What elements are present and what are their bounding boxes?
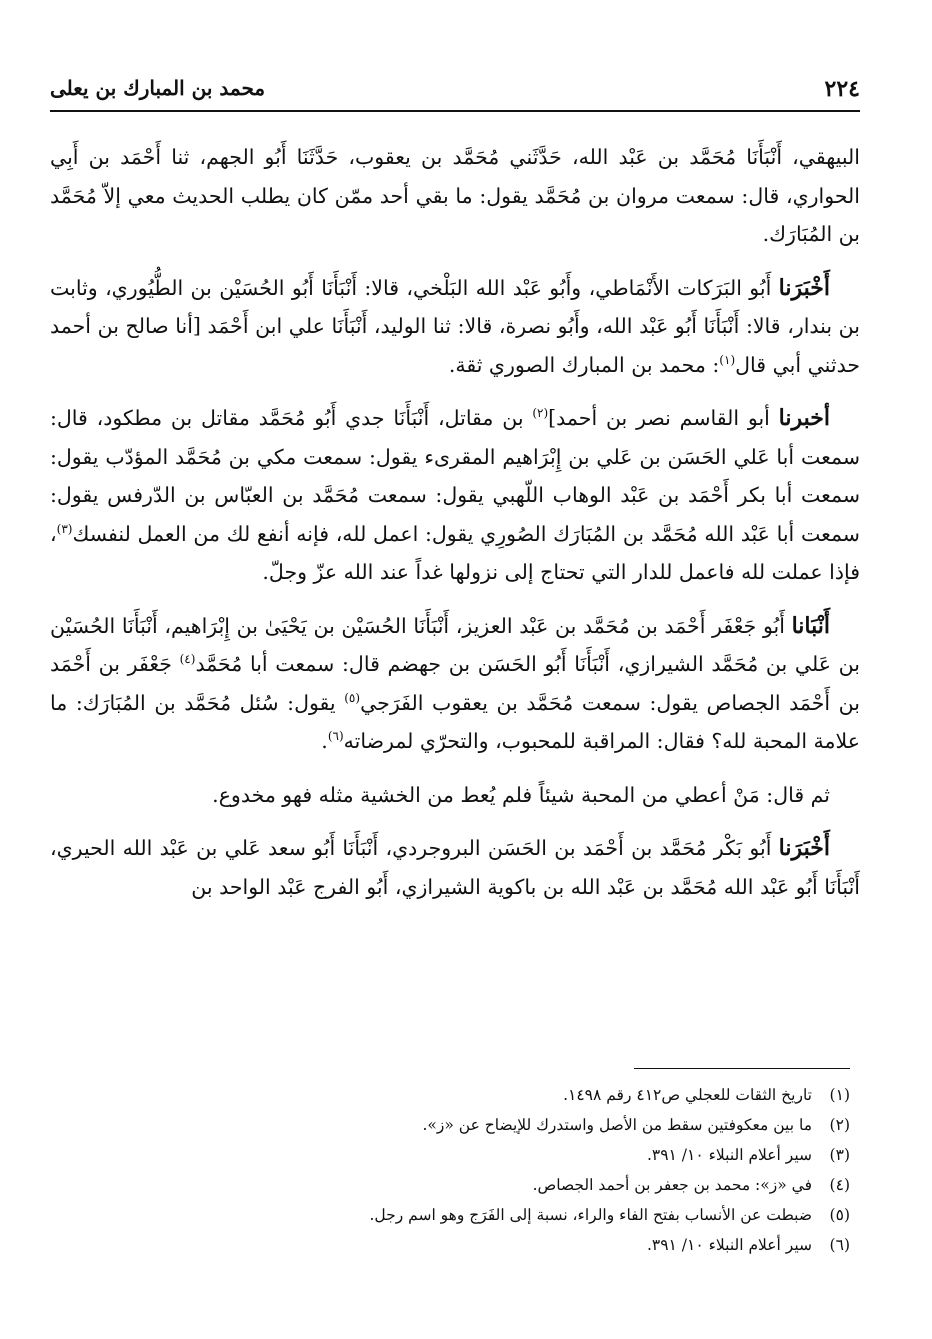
paragraph-text: . [321, 729, 328, 753]
paragraph-lead-word: أَنْبَانا [791, 612, 830, 639]
paragraph-text: ، فإذا عملت لله فاعمل للدار التي تحتاج إلى نزولها غداً عند الله عزّ وجلّ. [50, 521, 860, 584]
footnote-text: سير أعلام النبلاء ١٠/ ٣٩١. [646, 1236, 812, 1254]
footnote-marker: (١) [719, 352, 736, 367]
page-header [50, 70, 860, 112]
footnote-text: ضبطت عن الأنساب بفتح الفاء والراء، نسبة إلى الفَرَج وهو اسم رجل. [369, 1206, 812, 1224]
paragraph-text: البيهقي، أَنْبَأَنَا مُحَمَّد بن عَبْد الله، حَدَّثَني مُحَمَّد بن يعقوب، حَدَّثَنَا أَبُو الجهم، ثنا أَحْمَد بن أَبِي الحواري، قال: سمعت مروان بن مُحَمَّد يقول: ما بقي أحد ممّن كان يطلب الحديث معي إلاّ مُحَمَّد بن المُبَارَك. [50, 145, 860, 246]
paragraph [50, 607, 860, 761]
footnote-number: (٥) [829, 1206, 850, 1224]
paragraph [50, 776, 860, 815]
footnote [50, 1200, 850, 1230]
footnote-marker: (٢) [532, 406, 549, 421]
footnote-number: (١) [829, 1086, 850, 1104]
running-title: محمد بن المبارك بن يعلى [50, 76, 266, 100]
paragraph-text: بن مقاتل، أَنْبَأَنَا جدي أَبُو مُحَمَّد مقاتل بن مطكود، قال: سمعت أبا عَلي الحَسَن بن عَلي بن إِبْرَاهيم المقرىء يقول: سمعت مكي بن مُحَمَّد المؤدّب يقول: سمعت أبا بكر أَحْمَد بن عَبْد الوهاب اللّهبي يقول: سمعت مُحَمَّد بن العبّاس بن الدّرفس يقول: سمعت أبا عَبْد الله مُحَمَّد بن المُبَارَك الصُورِي يقول: اعمل لله، فإنه أنفع لك من العمل لنفسك [50, 406, 860, 546]
paragraph-lead-word: أَخْبَرَنا [778, 835, 830, 861]
paragraph-text: ثم قال: مَنْ أعطي من المحبة شيئاً فلم يُعط من الخشية مثله فهو مخدوع. [212, 782, 830, 807]
paragraph [50, 269, 860, 385]
footnote-number: (٦) [829, 1236, 850, 1254]
footnote-text: سير أعلام النبلاء ١٠/ ٣٩١. [646, 1146, 812, 1164]
paragraph-text: أَبُو بَكْر مُحَمَّد بن أَحْمَد بن الحَسَن البروجردي، أَنْبَأَنَا أَبُو سعد عَلي بن عَبْد الله الحيري، أَنْبَأَنَا أَبُو عَبْد الله مُحَمَّد بن عَبْد الله بن باكوية الشيرازي، أَبُو الفرج عَبْد الواحد بن [50, 836, 860, 899]
footnote-divider [634, 1068, 850, 1069]
paragraph-text: : محمد بن المبارك الصوري ثقة. [448, 352, 720, 377]
paragraph-text: أبو القاسم نصر بن أحمد] [548, 406, 779, 430]
footnote [50, 1170, 850, 1200]
paragraph-lead-word: أَخْبَرَنا [778, 274, 830, 301]
footnote [50, 1110, 850, 1140]
main-text [50, 138, 860, 921]
footnote [50, 1230, 850, 1260]
paragraph [50, 138, 860, 254]
paragraph [50, 399, 860, 592]
footnote-number: (٤) [829, 1176, 850, 1194]
footnotes [50, 1080, 850, 1260]
paragraph [50, 829, 860, 906]
footnote-text: في «ز»: محمد بن جعفر بن أحمد الجصاص. [532, 1176, 812, 1194]
paragraph-lead-word: أخبرنا [778, 405, 830, 431]
footnote [50, 1080, 850, 1110]
footnote-text: ما بين معكوفتين سقط من الأصل واستدرك للإيضاح عن «ز». [422, 1116, 812, 1134]
footnote-marker: (٣) [56, 521, 73, 536]
footnote-text: تاريخ الثقات للعجلي ص٤١٢ رقم ١٤٩٨. [563, 1086, 812, 1104]
paragraph-text: أَبُو البَرَكات الأَنْمَاطي، وأَبُو عَبْد الله البَلْخي، قالا: أَنْبَأَنَا أَبُو الحُسَيْن بن الطُّيُوري، وثابت بن بندار، قالا: أَنْبَأَنَا أَبُو عَبْد الله، وأَبُو نصرة، قالا: ثنا الوليد، أَنْبَأَنَا علي ابن أَحْمَد [أنا صالح بن أحمد حدثني أبي قال [50, 275, 860, 377]
footnote-marker: (٤) [179, 652, 196, 667]
page-number: ٢٢٤ [824, 76, 860, 102]
footnote-marker: (٥) [344, 690, 361, 705]
footnote [50, 1140, 850, 1170]
footnote-number: (٣) [829, 1146, 850, 1164]
footnote-marker: (٦) [327, 729, 344, 744]
paragraph-text: جَعْفَر بن أَحْمَد بن أَحْمَد الجصاص يقول: سمعت مُحَمَّد بن يعقوب الفَرَجي [50, 652, 860, 715]
footnote-number: (٢) [829, 1116, 850, 1134]
paragraph-text: يقول: سُئل مُحَمَّد بن المُبَارَك: ما علامة المحبة لله؟ فقال: المراقبة للمحبوب، والتحرّي لمرضاته [50, 690, 860, 753]
paragraph-text: أَبُو جَعْفَر أَحْمَد بن مُحَمَّد بن عَبْد العزيز، أَنْبَأَنَا الحُسَيْن بن يَحْيَىٰ بن إِبْرَاهيم، أَنْبَأَنَا الحُسَيْن بن عَلي بن مُحَمَّد الشيرازي، أَنْبَأَنَا أَبُو الحَسَن بن جهضم قال: سمعت أبا مُحَمَّد [50, 613, 860, 676]
